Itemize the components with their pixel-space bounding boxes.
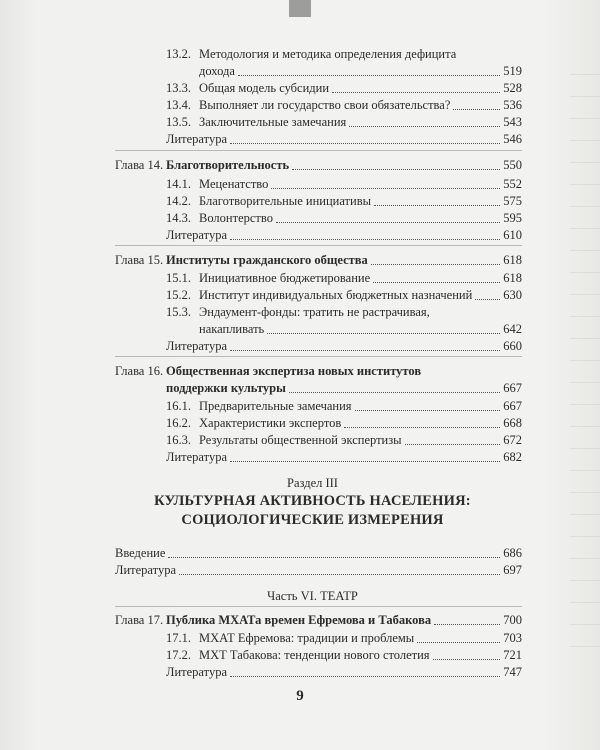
leader-dots [267,333,500,334]
divider [115,606,522,607]
leader-dots [168,557,500,558]
leader-dots [475,299,500,300]
leader-dots [230,143,500,144]
entry-number: 15.3. [166,305,191,319]
page-number: 703 [503,631,522,645]
entry-number: 13.3. [166,81,191,95]
toc-entry-16-2 [166,415,522,431]
chapter-title: поддержки культуры [166,381,286,395]
page-tab-marker [289,0,311,17]
toc-entry-15-2 [166,287,522,303]
toc-entry-14-1 [166,176,522,192]
toc-entry-16-1 [166,398,522,414]
leader-dots [238,75,500,76]
entry-title: Характеристики экспертов [199,416,342,430]
leader-dots [230,676,500,677]
entry-title: Литература [166,450,227,464]
entry-title: Благотворительные инициативы [199,194,372,208]
toc-entry-17-2 [166,647,522,663]
entry-title: Эндаумент-фонды: тратить не растрачивая, [199,305,430,319]
entry-title: Общая модель субсидии [199,81,330,95]
page-number: 536 [503,98,522,112]
leader-dots [230,350,500,351]
entry-title: Предварительные замечания [199,399,352,413]
entry-number: 14.3. [166,211,191,225]
entry-title: МХТ Табакова: тенденции нового столетия [199,648,430,662]
toc-entry-13-2-cont [199,63,522,79]
chapter-label: Глава 15. [115,253,164,267]
entry-number: 14.2. [166,194,191,208]
page-number: 528 [503,81,522,95]
entry-title: дохода [199,64,235,78]
divider [115,150,522,151]
entry-title: МХАТ Ефремова: традиции и проблемы [199,631,415,645]
entry-title: Методология и методика определения дефицита [199,47,457,61]
leader-dots [289,392,500,393]
page-number: 660 [503,339,522,353]
page-number: 630 [503,288,522,302]
toc-entry-13-3 [166,80,522,96]
entry-number: 15.1. [166,271,191,285]
entry-title: накапливать [199,322,265,336]
toc-entry-13-2 [166,46,522,62]
leader-dots [344,427,500,428]
leader-dots [276,222,500,223]
leader-dots [373,282,500,283]
page-number: 747 [503,665,522,679]
page-number: 618 [503,253,522,267]
chapter-title: Институты гражданского общества [166,253,368,267]
page-number: 543 [503,115,522,129]
page-number: 682 [503,450,522,464]
entry-title: Литература [166,339,227,353]
entry-title: Инициативное бюджетирование [199,271,371,285]
chapter-label: Глава 17. [115,613,164,627]
entry-number: 13.2. [166,47,191,61]
leader-dots [230,461,500,462]
toc-chapter-16-cont [166,380,522,396]
entry-title: Заключительные замечания [199,115,347,129]
toc-entry-17-1 [166,630,522,646]
leader-dots [371,264,500,265]
leader-dots [374,205,500,206]
entry-title: Выполняет ли государство свои обязательства? [199,98,451,112]
leader-dots [405,444,501,445]
entry-number: 16.2. [166,416,191,430]
entry-number: 16.1. [166,399,191,413]
toc-entry-15-3 [166,304,522,320]
leader-dots [417,642,500,643]
page-number: 667 [503,399,522,413]
toc-chapter-14 [115,157,522,173]
divider [115,356,522,357]
toc-entry-references [166,131,522,147]
entry-title: Институт индивидуальных бюджетных назначений [199,288,473,302]
page-number: 546 [503,132,522,146]
page-number: 672 [503,433,522,447]
leader-dots [453,109,500,110]
page-number: 642 [503,322,522,336]
page-number: 668 [503,416,522,430]
page-number: 667 [503,381,522,395]
toc-entry-introduction [115,545,522,561]
chapter-label: Глава 14. [115,158,164,172]
toc-entry-15-1 [166,270,522,286]
page-number: 595 [503,211,522,225]
toc-entry-references [115,562,522,578]
entry-title: Введение [115,546,166,560]
toc-chapter-17 [115,612,522,628]
leader-dots [433,659,501,660]
leader-dots [355,410,501,411]
page-number: 618 [503,271,522,285]
bleed-through-text [570,60,600,660]
page-number: 697 [503,563,522,577]
part-label: Часть VI. ТЕАТР [267,589,358,603]
entry-number: 14.1. [166,177,191,191]
toc-entry-references [166,227,522,243]
entry-number: 15.2. [166,288,191,302]
entry-title: Меценатство [199,177,269,191]
section-title: КУЛЬТУРНАЯ АКТИВНОСТЬ НАСЕЛЕНИЯ: [154,493,471,509]
page-number: 700 [503,613,522,627]
page-number: 721 [503,648,522,662]
leader-dots [271,188,500,189]
leader-dots [434,624,500,625]
toc-entry-13-5 [166,114,522,130]
page-number-footer: 9 [296,688,304,704]
leader-dots [349,126,500,127]
toc-chapter-16 [115,363,522,379]
page-number: 686 [503,546,522,560]
toc-entry-16-3 [166,432,522,448]
leader-dots [332,92,500,93]
toc-entry-15-3-cont [199,321,522,337]
entry-number: 17.2. [166,648,191,662]
toc-entry-14-2 [166,193,522,209]
leader-dots [179,574,500,575]
page-number: 610 [503,228,522,242]
entry-title: Литература [166,665,227,679]
page-number: 550 [503,158,522,172]
chapter-title: Публика МХАТа времен Ефремова и Табакова [166,613,432,627]
toc-entry-references [166,338,522,354]
leader-dots [230,239,500,240]
toc-entry-references [166,449,522,465]
entry-title: Результаты общественной экспертизы [199,433,402,447]
toc-chapter-15 [115,252,522,268]
entry-number: 13.4. [166,98,191,112]
toc-entry-13-4 [166,97,522,113]
toc-entry-references [166,664,522,680]
entry-title: Литература [115,563,176,577]
entry-title: Литература [166,132,227,146]
divider [115,245,522,246]
leader-dots [292,169,500,170]
toc-entry-14-3 [166,210,522,226]
entry-title: Волонтерство [199,211,273,225]
page-number: 575 [503,194,522,208]
entry-number: 13.5. [166,115,191,129]
section-title-cont: СОЦИОЛОГИЧЕСКИЕ ИЗМЕРЕНИЯ [181,512,444,528]
page-number: 552 [503,177,522,191]
chapter-label: Глава 16. [115,364,164,378]
entry-number: 17.1. [166,631,191,645]
page-number: 519 [503,64,522,78]
chapter-title: Общественная экспертиза новых институтов [166,364,422,378]
entry-title: Литература [166,228,227,242]
chapter-title: Благотворительность [166,158,290,172]
section-label: Раздел III [287,476,338,490]
entry-number: 16.3. [166,433,191,447]
